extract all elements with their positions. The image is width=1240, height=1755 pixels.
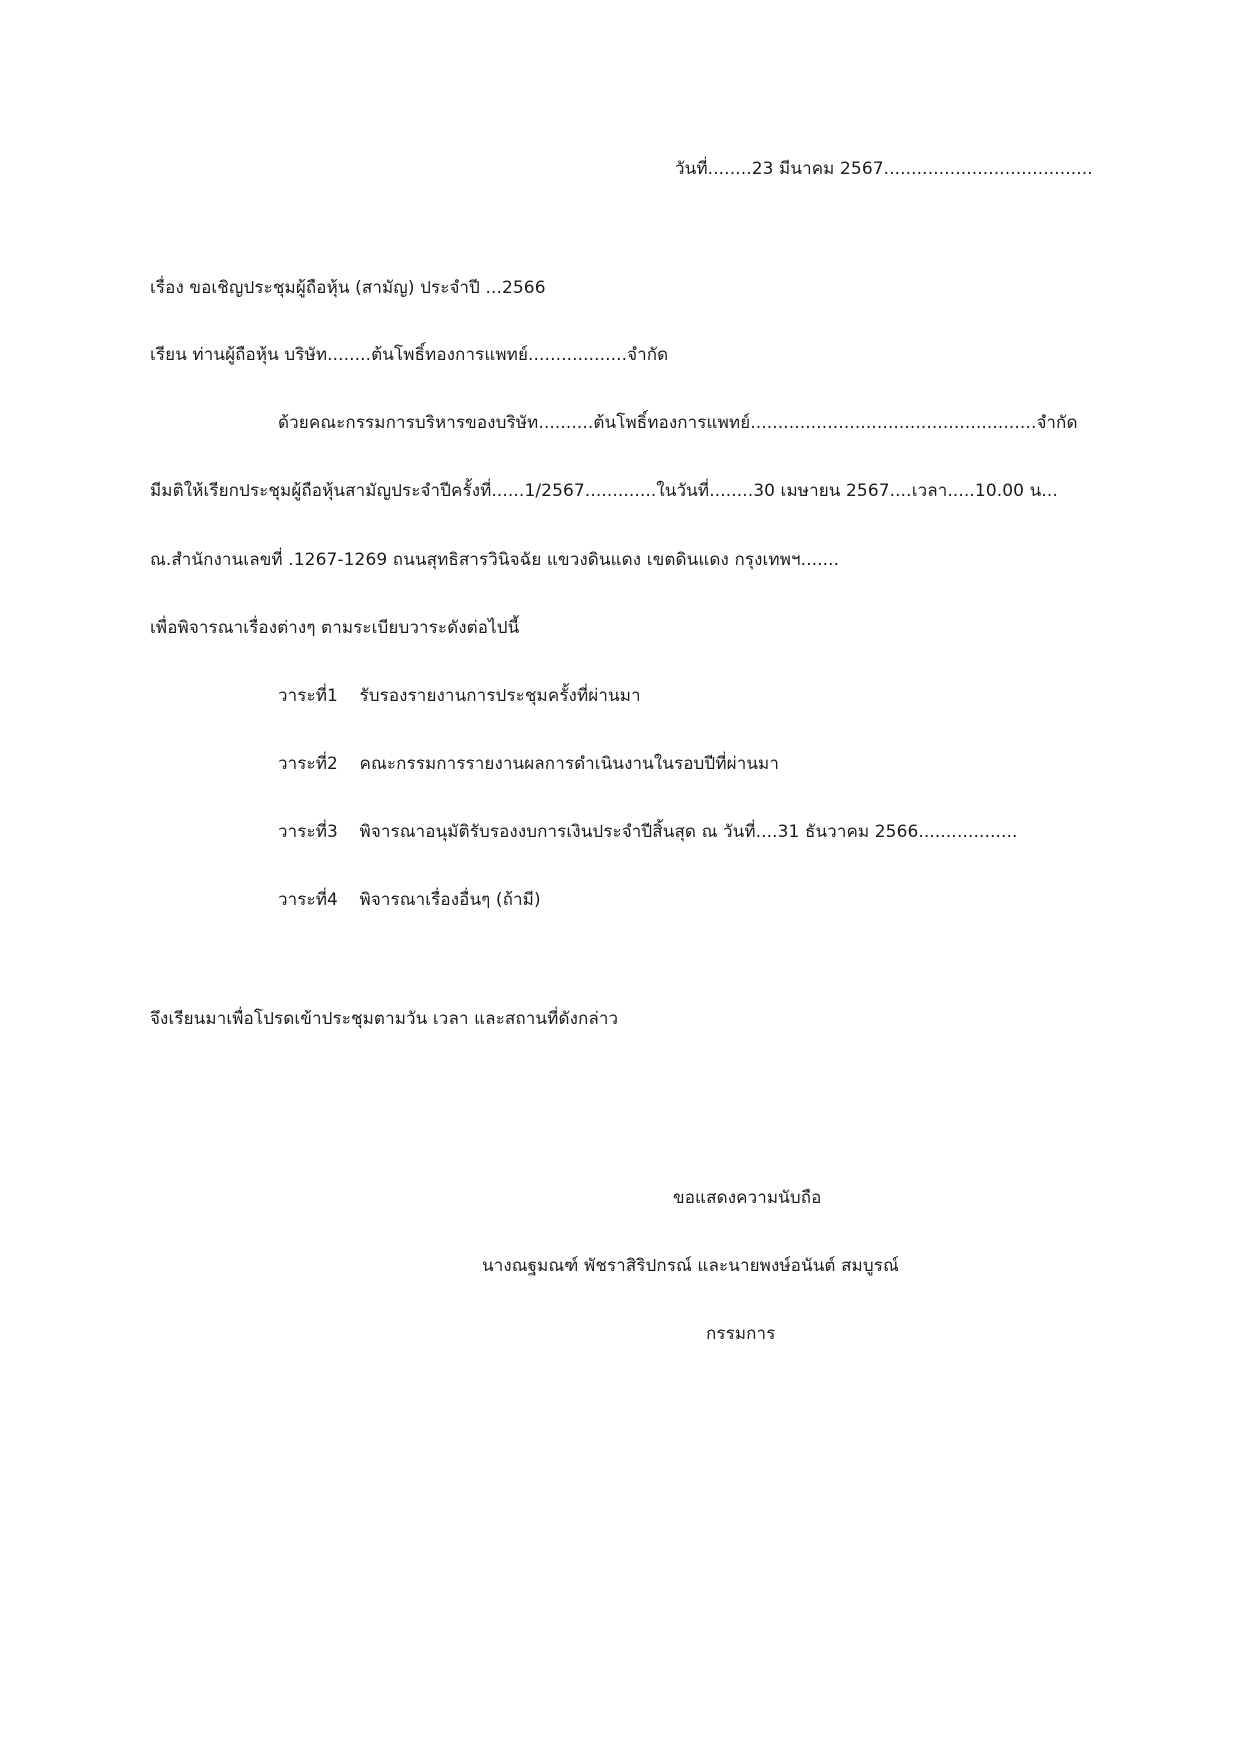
agenda-item-label: วาระที่3 xyxy=(278,822,338,842)
agenda-item-text: คณะกรรมการรายงานผลการดำเนินงานในรอบปีที่ผ่านมา xyxy=(359,754,780,774)
agenda-item-label: วาระที่4 xyxy=(278,890,338,910)
agenda-item xyxy=(278,753,779,775)
agenda-item-text: พิจารณาอนุมัติรับรองงบการเงินประจำปีสิ้นสุด ณ วันที่....31 ธันวาคม 2566.................. xyxy=(359,822,1018,842)
date-line: วันที่........23 มีนาคม 2567...................................... xyxy=(675,159,1093,179)
body-paragraph-line: ด้วยคณะกรรมการบริหารของบริษัท..........ต้นโพธิ์ทองการแพทย์....................................................จำกัด xyxy=(278,413,1078,433)
body-paragraph-line: มีมติให้เรียกประชุมผู้ถือหุ้นสามัญประจำปีครั้งที่......1/2567.............ในวันที่........30 เมษายน 2567....เวลา.....10.00 น... xyxy=(150,481,1058,501)
agenda-item xyxy=(278,821,1017,843)
sign-off: ขอแสดงความนับถือ xyxy=(673,1188,822,1208)
signatory-title: กรรมการ xyxy=(706,1324,776,1344)
agenda-item-label: วาระที่1 xyxy=(278,686,338,706)
agenda-item xyxy=(278,685,641,707)
agenda-item-text: รับรองรายงานการประชุมครั้งที่ผ่านมา xyxy=(359,686,641,706)
agenda-item-text: พิจารณาเรื่องอื่นๆ (ถ้ามี) xyxy=(359,890,541,910)
subject-line: เรื่อง ขอเชิญประชุมผู้ถือหุ้น (สามัญ) ประจำปี ...2566 xyxy=(150,278,546,298)
closing-request: จึงเรียนมาเพื่อโปรดเข้าประชุมตามวัน เวลา และสถานที่ดังกล่าว xyxy=(150,1009,619,1029)
body-paragraph-line: ณ.สำนักงานเลขที่ .1267-1269 ถนนสุทธิสารวินิจฉัย แขวงดินแดง เขตดินแดง กรุงเทพฯ....... xyxy=(150,550,840,570)
salutation-line: เรียน ท่านผู้ถือหุ้น บริษัท........ต้นโพธิ์ทองการแพทย์..................จำกัด xyxy=(150,345,669,365)
agenda-item-label: วาระที่2 xyxy=(278,754,338,774)
agenda-item xyxy=(278,889,541,911)
signatory-names: นางณฐมณฑ์ พัชราสิริปกรณ์ และนายพงษ์อนันต์ สมบูรณ์ xyxy=(482,1256,899,1276)
body-paragraph-line: เพื่อพิจารณาเรื่องต่างๆ ตามระเบียบวาระดังต่อไปนี้ xyxy=(150,618,520,638)
